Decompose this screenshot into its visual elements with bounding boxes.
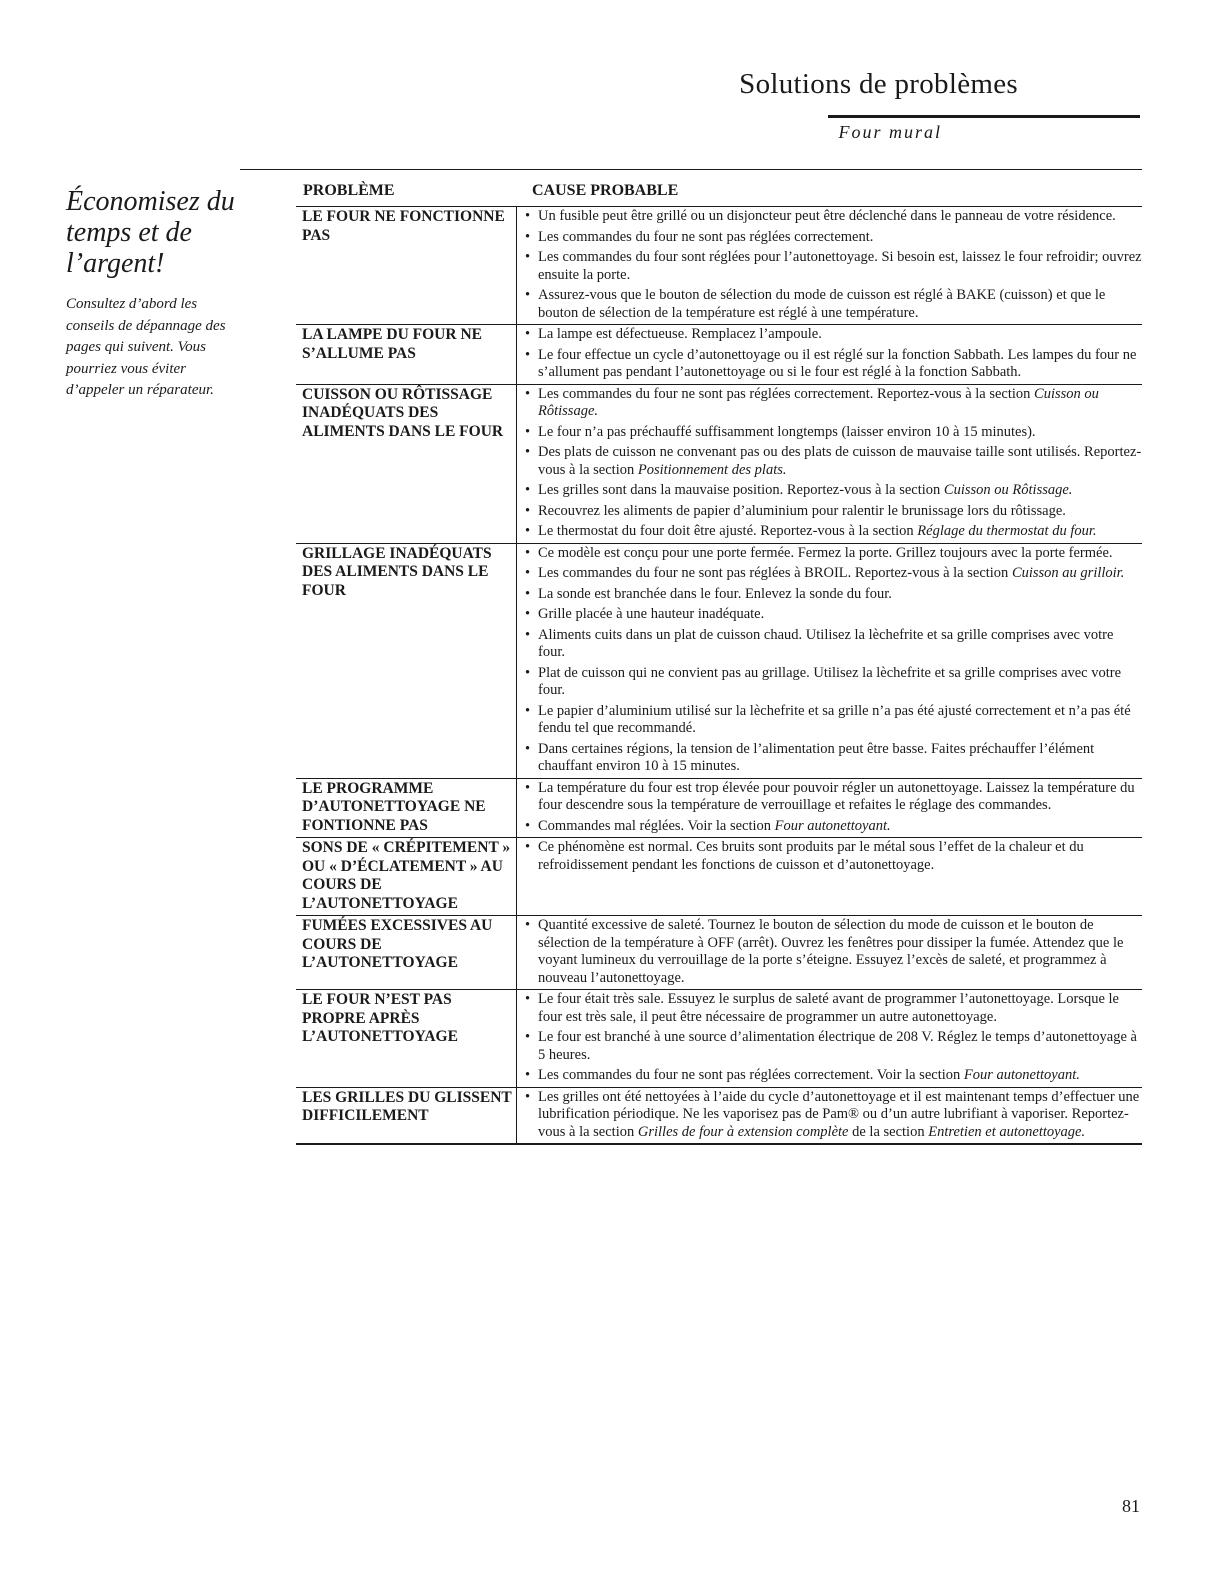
cause-text: Les commandes du four sont réglées pour l’autonettoyage. Si besoin est, laissez le four refroidir; ouvrez ensuite la porte. [538, 249, 1142, 283]
section-reference: Cuisson ou Rôtissage. [943, 482, 1073, 498]
page-divider [240, 169, 1142, 170]
cause-item [525, 208, 1142, 226]
sidebar-text: Consultez d’abord les conseils de dépannage des pages qui suivent. Vous pourriez vous éviter d’appeler un réparateur. [66, 296, 226, 398]
cause-text: La lampe est défectueuse. Remplacez l’ampoule. [538, 326, 822, 342]
cause-text: Grille placée à une hauteur inadéquate. [538, 606, 765, 622]
cause-text: La température du four est trop élevée pour pouvoir régler un autonettoyage. Laissez la température du four descendre sous la température de verrouillage et refaites le réglage des commandes. [538, 779, 1135, 813]
section-reference: Four autonettoyant. [963, 1067, 1080, 1083]
table-row [296, 916, 1142, 990]
section-reference: Entretien et autonettoyage. [928, 1123, 1086, 1140]
cause-text: Le four est branché à une source d’alimentation électrique de 208 V. Réglez le temps d’autonettoyage à 5 heures. [538, 1029, 1137, 1063]
cause-text: Les commandes du four ne sont pas réglées correctement. [538, 228, 874, 245]
cause-text: Assurez-vous que le bouton de sélection du mode de cuisson est réglé à BAKE (cuisson) et que le bouton de sélection de la température est réglé à une température. [538, 287, 1106, 321]
cause-item [525, 347, 1142, 382]
cause-item [525, 503, 1142, 521]
cause-item [525, 1089, 1142, 1142]
cause-list [516, 385, 1142, 543]
cause-item [525, 586, 1142, 604]
cause-text: Ce phénomène est normal. Ces bruits sont produits par le métal sous l’effet de la chaleur et du refroidissement pendant les fonctions de cuisson et d’autonettoyage. [538, 839, 1084, 873]
table-row [296, 385, 1142, 544]
cause-text: Le four n’a pas préchauffé suffisamment longtemps (laisser environ 10 à 15 minutes). [538, 423, 1036, 440]
cause-list [516, 838, 1142, 915]
cause-text: Le papier d’aluminium utilisé sur la lèchefrite et sa grille n’a pas été ajusté correctement et n’a pas été fendu tel que recommandé. [538, 702, 1131, 736]
cause-item [525, 386, 1142, 421]
problem-label: LE FOUR N’EST PAS PROPRE APRÈS L’AUTONETTOYAGE [302, 991, 458, 1045]
cause-item [525, 229, 1142, 247]
cause-item [525, 627, 1142, 662]
cause-item [525, 482, 1142, 500]
section-reference: Cuisson ou Rôtissage. [538, 385, 1099, 419]
problem-label: LA LAMPE DU FOUR NE S’ALLUME PAS [302, 326, 482, 362]
table-row [296, 838, 1142, 916]
sidebar [66, 186, 236, 402]
sidebar-heading: Économisez du temps et de l’argent! [66, 186, 235, 279]
cause-text: Recouvrez les aliments de papier d’aluminium pour ralentir le brunissage lors du rôtissage. [538, 502, 1066, 519]
problem-label: GRILLAGE INADÉQUATS DES ALIMENTS DANS LE FOUR [302, 544, 492, 599]
cause-list [516, 207, 1142, 324]
cause-text: Un fusible peut être grillé ou un disjoncteur peut être déclenché dans le panneau de votre résidence. [538, 208, 1116, 224]
cause-text: de la section [848, 1123, 929, 1140]
table-row [296, 325, 1142, 385]
problem-label: LES GRILLES DU GLISSENT DIFFICILEMENT [302, 1088, 512, 1124]
problem-label: CUISSON OU RÔTISSAGE INADÉQUATS DES ALIMENTS DANS LE FOUR [302, 385, 504, 440]
cause-text: Les commandes du four ne sont pas réglées correctement. Voir la section [538, 1067, 964, 1083]
cause-item [525, 991, 1142, 1026]
cause-item [525, 780, 1142, 815]
cause-text: Les commandes du four ne sont pas réglées à BROIL. Reportez-vous à la section [538, 565, 1012, 581]
cause-item [525, 287, 1142, 322]
cause-item [525, 818, 1142, 836]
problem-label: FUMÉES EXCESSIVES AU COURS DE L’AUTONETTOYAGE [302, 917, 493, 971]
cause-text: Commandes mal réglées. Voir la section [538, 817, 775, 834]
section-reference: Grilles de four à extension complète [637, 1123, 849, 1140]
cause-text: Ce modèle est conçu pour une porte fermée. Fermez la porte. Grillez toujours avec la porte fermée. [538, 544, 1113, 561]
cause-item [525, 545, 1142, 563]
page-subtitle: Four mural [838, 122, 942, 142]
cause-item [525, 444, 1142, 479]
header-rule [828, 115, 1140, 118]
cause-item [525, 249, 1142, 284]
cause-list [516, 325, 1142, 384]
table-row [296, 544, 1142, 779]
table-body [296, 207, 1142, 1145]
cause-text: Les grilles sont dans la mauvaise position. Reportez-vous à la section [538, 482, 944, 498]
cause-item [525, 424, 1142, 442]
cause-text: Des plats de cuisson ne convenant pas ou des plats de cuisson de mauvaise taille sont utilisés. Reportez-vous à la section [538, 444, 1142, 478]
cause-item [525, 665, 1142, 700]
cause-list [516, 916, 1142, 989]
cause-text: Dans certaines régions, la tension de l’alimentation peut être basse. Faites préchauffer l’élément chauffant environ 10 à 15 minutes. [538, 740, 1095, 774]
page-number: 81 [1122, 1496, 1140, 1516]
cause-item [525, 1067, 1142, 1085]
table-header [296, 182, 1142, 207]
cause-list [516, 990, 1142, 1087]
section-reference: Positionnement des plats. [637, 461, 787, 478]
column-header-problem: PROBLÈME [303, 182, 395, 199]
cause-text: Plat de cuisson qui ne convient pas au grillage. Utilisez la lèchefrite et sa grille comprises avec votre four. [538, 664, 1122, 698]
cause-item [525, 741, 1142, 776]
table-row [296, 990, 1142, 1088]
table-row [296, 1088, 1142, 1146]
cause-list [516, 779, 1142, 838]
cause-text: Le thermostat du four doit être ajusté. Reportez-vous à la section [538, 523, 918, 539]
cause-item [525, 839, 1142, 874]
cause-text: Le four était très sale. Essuyez le surplus de saleté avant de programmer l’autonettoyage. Lorsque le four est très sale, il peut être nécessaire de programmer un autre autonettoyage. [538, 991, 1119, 1025]
cause-text: Aliments cuits dans un plat de cuisson chaud. Utilisez la lèchefrite et sa grille comprises avec votre four. [538, 626, 1114, 660]
cause-list [516, 544, 1142, 778]
page-title: Solutions de problèmes [739, 68, 1018, 100]
cause-item [525, 326, 1142, 344]
cause-item [525, 565, 1142, 583]
cause-item [525, 606, 1142, 624]
cause-item [525, 523, 1142, 541]
cause-item [525, 917, 1142, 987]
section-reference: Réglage du thermostat du four. [917, 523, 1097, 539]
problem-label: LE FOUR NE FONCTIONNE PAS [302, 208, 505, 244]
section-reference: Cuisson au grilloir. [1011, 565, 1125, 581]
cause-list [516, 1088, 1142, 1144]
cause-text: Les commandes du four ne sont pas réglées correctement. Reportez-vous à la section [538, 385, 1035, 402]
table-row [296, 779, 1142, 839]
cause-item [525, 703, 1142, 738]
troubleshooting-table [296, 182, 1142, 1145]
section-reference: Four autonettoyant. [774, 817, 891, 834]
cause-item [525, 1029, 1142, 1064]
cause-text: Le four effectue un cycle d’autonettoyage ou il est réglé sur la fonction Sabbath. Les lampes du four ne s’allument pas pendant l’autonettoyage ou si le four est réglé à la fonction Sabbath. [538, 346, 1137, 380]
problem-label: LE PROGRAMME D’AUTONETTOYAGE NE FONTIONNE PAS [302, 779, 486, 834]
problem-label: SONS DE « CRÉPITEMENT » OU « D’ÉCLATEMENT » AU COURS DE L’AUTONETTOYAGE [302, 839, 511, 912]
cause-text: Quantité excessive de saleté. Tournez le bouton de sélection du mode de cuisson et le bouton de sélection de la température à OFF (arrêt). Ouvrez les fenêtres pour dissiper la fumée. Attendez que le voyant lumineux du verrouillage de la porte s’éteigne. Essuyez l’excès de saleté, et programmez à nouveau l’autonettoyage. [538, 917, 1124, 986]
column-header-cause: CAUSE PROBABLE [532, 182, 679, 199]
cause-text: Les grilles ont été nettoyées à l’aide du cycle d’autonettoyage et il est maintenant temps d’effectuer une lubrification périodique. Ne les vaporisez pas de Pam® ou d’un autre lubrifiant à vaporiser. Reportez-vous à la section [538, 1088, 1140, 1140]
cause-text: La sonde est branchée dans le four. Enlevez la sonde du four. [538, 585, 892, 602]
table-row [296, 207, 1142, 325]
